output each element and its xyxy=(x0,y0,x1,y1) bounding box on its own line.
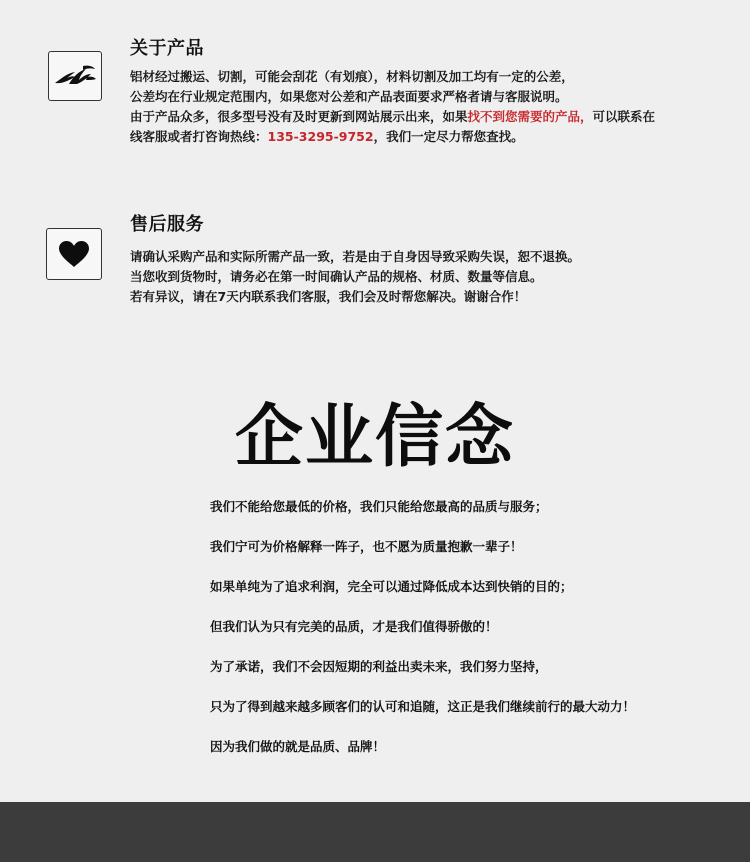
about-line-4 xyxy=(130,127,655,147)
about-line-3-pre: 由于产品众多，很多型号没有及时更新到网站展示出来，如果 xyxy=(130,109,468,124)
creed-list xyxy=(210,496,635,776)
about-icon-box xyxy=(48,51,102,101)
service-text xyxy=(130,247,580,307)
creed-line-6: 只为了得到越来越多顾客们的认可和追随，这正是我们继续前行的最大动力！ xyxy=(210,699,636,714)
about-line-1: 铝材经过搬运、切割，可能会刮花（有划痕），材料切割及加工均有一定的公差， xyxy=(130,69,574,84)
footer-bar xyxy=(0,802,750,862)
about-line-3 xyxy=(130,107,655,127)
about-line-4-pre: 线客服或者打咨询热线： xyxy=(130,129,268,144)
about-line-3-post: 可以联系在 xyxy=(592,109,656,124)
creed-title: 企业信念 xyxy=(234,397,515,477)
creed-line-7: 因为我们做的就是品质、品牌！ xyxy=(210,739,386,754)
about-line-2: 公差均在行业规定范围内，如果您对公差和产品表面要求严格者请与客服说明。 xyxy=(130,89,568,104)
about-line-3-highlight: 找不到您需要的产品， xyxy=(467,109,593,124)
swoosh-logo-icon xyxy=(53,63,97,89)
creed-line-5: 为了承诺，我们不会因短期的利益出卖未来，我们努力坚持， xyxy=(210,659,548,674)
about-line-4-post: ，我们一定尽力帮您查找。 xyxy=(373,129,524,144)
about-title: 关于产品 xyxy=(130,38,204,59)
service-line-2: 当您收到货物时，请务必在第一时间确认产品的规格、材质、数量等信息。 xyxy=(130,269,543,284)
about-text xyxy=(130,67,655,147)
creed-line-2: 我们宁可为价格解释一阵子，也不愿为质量抱歉一辈子！ xyxy=(210,539,523,554)
creed-line-3: 如果单纯为了追求利润，完全可以通过降低成本达到快销的目的； xyxy=(210,579,573,594)
service-title: 售后服务 xyxy=(130,214,204,235)
hotline-phone[interactable]: 135-3295-9752 xyxy=(267,129,374,144)
creed-line-1: 我们不能给您最低的价格，我们只能给您最高的品质与服务； xyxy=(210,499,548,514)
heart-icon xyxy=(58,240,90,268)
service-icon-box xyxy=(46,228,102,280)
service-line-1: 请确认采购产品和实际所需产品一致，若是由于自身因导致采购失误，恕不退换。 xyxy=(130,249,581,264)
service-line-3: 若有异议，请在7天内联系我们客服，我们会及时帮您解决。谢谢合作！ xyxy=(130,289,527,304)
creed-line-4: 但我们认为只有完美的品质，才是我们值得骄傲的！ xyxy=(210,619,498,634)
